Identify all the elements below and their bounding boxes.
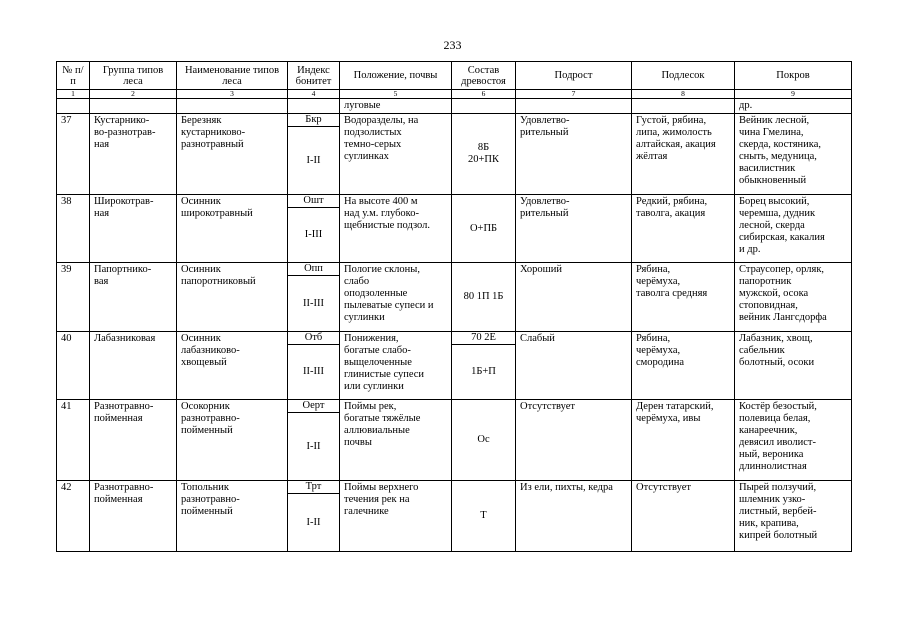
forest-group: Разнотравно- пойменная xyxy=(90,400,177,481)
ground-cover: Лабазник, хвощ, сабельник болотный, осоки xyxy=(735,332,852,400)
understory: Дерен татарский, черёмуха, ивы xyxy=(632,400,735,481)
understory: Отсутствует xyxy=(632,481,735,552)
row-number: 39 xyxy=(57,263,90,332)
row-number: 40 xyxy=(57,332,90,400)
undergrowth: Удовлетво- рительный xyxy=(516,114,632,195)
forest-index: Оерт xyxy=(288,400,339,413)
bonitet: I-II xyxy=(306,154,321,166)
stand-composition: Т xyxy=(452,481,516,552)
table-row xyxy=(57,400,852,481)
undergrowth: Слабый xyxy=(516,332,632,400)
position-soils: Понижения, богатые слабо- выщелоченные глинистые супеси или суглинки xyxy=(340,332,452,400)
bonitet: I-II xyxy=(306,440,321,452)
forest-type-name: Осинник папоротниковый xyxy=(177,263,288,332)
understory: Рябина, черёмуха, таволга средняя xyxy=(632,263,735,332)
column-number: 7 xyxy=(516,90,632,99)
index-bonitet-cell xyxy=(288,332,340,400)
header-composition: Состав древостоя xyxy=(452,62,516,90)
forest-types-table xyxy=(56,61,852,552)
index-bonitet-cell xyxy=(288,195,340,263)
column-number: 8 xyxy=(632,90,735,99)
understory: Редкий, рябина, таволга, акация xyxy=(632,195,735,263)
ground-cover: Борец высокий, черемша, дудник лесной, скерда сибирская, какалия и др. xyxy=(735,195,852,263)
undergrowth: Хороший xyxy=(516,263,632,332)
stand-composition: 8Б 20+ПК xyxy=(452,114,516,195)
ground-cover: Страусопер, орляк, папоротник мужской, осока стоповидная, вейник Лангсдорфа xyxy=(735,263,852,332)
position-soils: Поймы рек, богатые тяжёлые аллювиальные почвы xyxy=(340,400,452,481)
header-index: Индекс бонитет xyxy=(288,62,340,90)
table-row xyxy=(57,114,852,195)
continuation-row xyxy=(57,99,852,114)
table-row xyxy=(57,481,852,552)
stand-composition xyxy=(452,332,516,400)
forest-group: Папортнико- вая xyxy=(90,263,177,332)
row-number: 42 xyxy=(57,481,90,552)
bonitet: I-II xyxy=(306,516,321,528)
bonitet: II-III xyxy=(303,366,324,377)
continuation-position: луговые xyxy=(340,99,452,114)
column-numbers-row xyxy=(57,90,852,99)
forest-type-name: Осокорник разнотравно- пойменный xyxy=(177,400,288,481)
ground-cover: Костёр безостый, полевица белая, канареечник, девясил иволист- ный, вероника длиннолистная xyxy=(735,400,852,481)
header-group: Группа типов леса xyxy=(90,62,177,90)
column-number: 6 xyxy=(452,90,516,99)
position-soils: На высоте 400 м над у.м. глубоко- щебнистые подзол. xyxy=(340,195,452,263)
row-number: 37 xyxy=(57,114,90,195)
stand-composition: О+ПБ xyxy=(452,195,516,263)
position-soils: Пологие склоны, слабо оподзоленные пылеватые супеси и суглинки xyxy=(340,263,452,332)
bonitet: II-III xyxy=(303,297,324,309)
forest-index: Трт xyxy=(288,481,339,494)
column-number: 5 xyxy=(340,90,452,99)
index-bonitet-cell xyxy=(288,263,340,332)
forest-type-name: Березняк кустарниково- разнотравный xyxy=(177,114,288,195)
stand-composition: Ос xyxy=(452,400,516,481)
header-row xyxy=(57,62,852,90)
forest-index: Отб xyxy=(288,332,339,345)
undergrowth: Удовлетво- рительный xyxy=(516,195,632,263)
forest-index: Ошт xyxy=(288,195,339,208)
understory: Густой, рябина, липа, жимолость алтайская, акация жёлтая xyxy=(632,114,735,195)
column-number: 3 xyxy=(177,90,288,99)
header-num: № п/п xyxy=(57,62,90,90)
understory: Рябина, черёмуха, смородина xyxy=(632,332,735,400)
ground-cover: Пырей ползучий, шлемник узко- листный, вербей- ник, крапива, кипрей болотный xyxy=(735,481,852,552)
column-number: 4 xyxy=(288,90,340,99)
forest-type-name: Осинник широкотравный xyxy=(177,195,288,263)
table-row xyxy=(57,263,852,332)
index-bonitet-cell xyxy=(288,400,340,481)
composition-bottom: 1Б+П xyxy=(471,366,496,377)
position-soils: Поймы верхнего течения рек на галечнике xyxy=(340,481,452,552)
row-number: 41 xyxy=(57,400,90,481)
undergrowth: Из ели, пихты, кедра xyxy=(516,481,632,552)
forest-group: Широкотрав- ная xyxy=(90,195,177,263)
forest-index: Бкр xyxy=(288,114,339,127)
header-understory: Подлесок xyxy=(632,62,735,90)
header-position: Положение, почвы xyxy=(340,62,452,90)
header-name: Наименование типов леса xyxy=(177,62,288,90)
forest-group: Кустарнико- во-разнотрав- ная xyxy=(90,114,177,195)
stand-composition: 80 1П 1Б xyxy=(452,263,516,332)
index-bonitet-cell xyxy=(288,481,340,552)
row-number: 38 xyxy=(57,195,90,263)
column-number: 9 xyxy=(735,90,852,99)
forest-type-name: Осинник лабазниково- хвощевый xyxy=(177,332,288,400)
ground-cover: Вейник лесной, чина Гмелина, скерда, костяника, сныть, медуница, василистник обыкновенный xyxy=(735,114,852,195)
index-bonitet-cell xyxy=(288,114,340,195)
forest-group: Разнотравно- пойменная xyxy=(90,481,177,552)
column-number: 2 xyxy=(90,90,177,99)
page-number: 233 xyxy=(443,38,462,52)
forest-index: Опп xyxy=(288,263,339,276)
position-soils: Водоразделы, на подзолистых темно-серых суглинках xyxy=(340,114,452,195)
continuation-cover: др. xyxy=(735,99,852,114)
forest-group: Лабазниковая xyxy=(90,332,177,400)
undergrowth: Отсутствует xyxy=(516,400,632,481)
table-row xyxy=(57,332,852,400)
bonitet: I-III xyxy=(304,229,323,240)
table-row xyxy=(57,195,852,263)
column-number: 1 xyxy=(57,90,90,99)
composition-top: 70 2Е xyxy=(452,332,515,345)
header-cover: Покров xyxy=(735,62,852,90)
forest-type-name: Топольник разнотравно- пойменный xyxy=(177,481,288,552)
header-undergrowth: Подрост xyxy=(516,62,632,90)
